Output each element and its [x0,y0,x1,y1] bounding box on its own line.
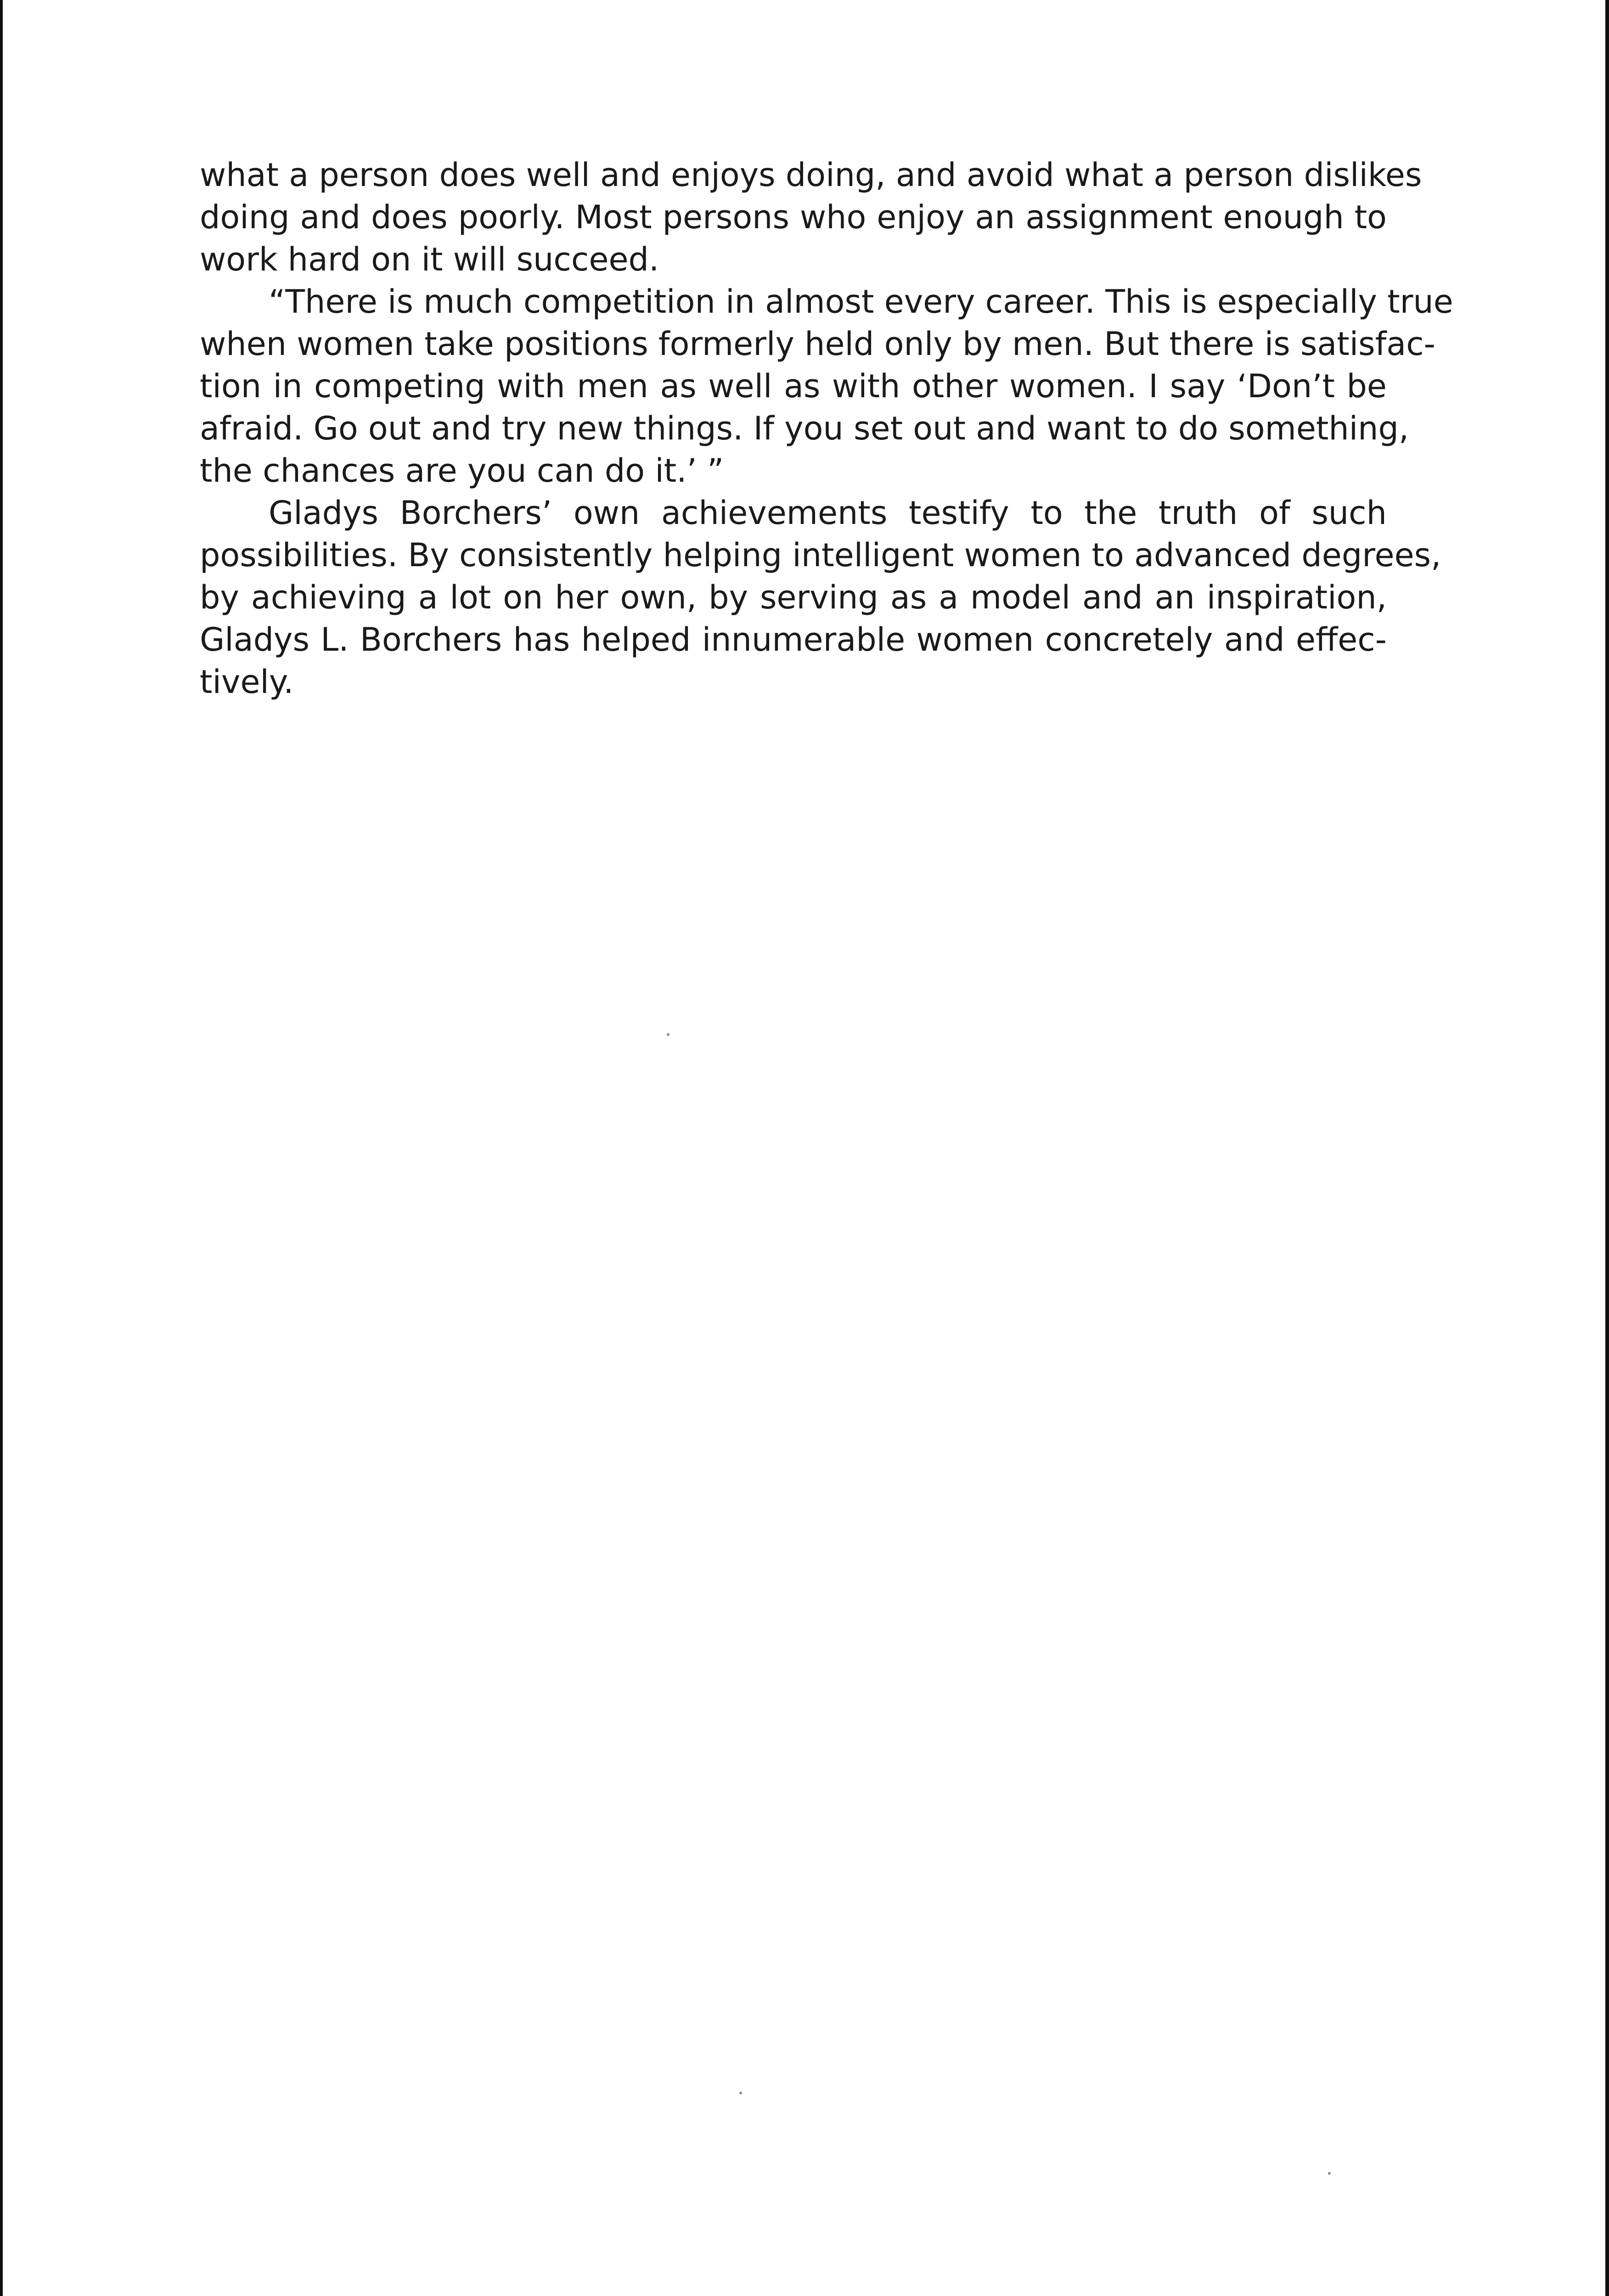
scan-speck [667,1033,669,1036]
paragraph-2-line-4: afraid. Go out and try new things. If you set out and want to do something, [200,410,1409,447]
paragraph-1-line-2: doing and does poorly. Most persons who enjoy an assignment enough to [200,198,1387,236]
paragraph-2-line-3: tion in competing with men as well as with other women. I say ‘Don’t be [200,367,1387,405]
paragraph-3-line-5: tively. [200,663,294,701]
page-right-border [1605,0,1609,2296]
page-left-border [0,0,3,2296]
body-text [200,154,1453,703]
paragraph-2-line-1: “There is much competition in almost every career. This is especially true [269,283,1453,321]
paragraph-3-line-2: possibilities. By consistently helping intelligent women to advanced degrees, [200,536,1441,574]
paragraph-2-line-2: when women take positions formerly held only by men. But there is satisfac- [200,325,1435,363]
scan-speck [739,2092,742,2094]
paragraph-3-line-1: Gladys Borchers’ own achievements testify to the truth of such [269,494,1387,532]
paragraph-2-line-5: the chances are you can do it.’ ” [200,452,724,490]
paragraph-3-line-3: by achieving a lot on her own, by serving as a model and an inspiration, [200,579,1387,616]
paragraph-3-line-4: Gladys L. Borchers has helped innumerable women concretely and effec- [200,621,1387,658]
paragraph-1-line-1: what a person does well and enjoys doing, and avoid what a person dislikes [200,156,1422,194]
scan-speck [1328,2172,1331,2175]
paragraph-1-line-3: work hard on it will succeed. [200,241,659,278]
